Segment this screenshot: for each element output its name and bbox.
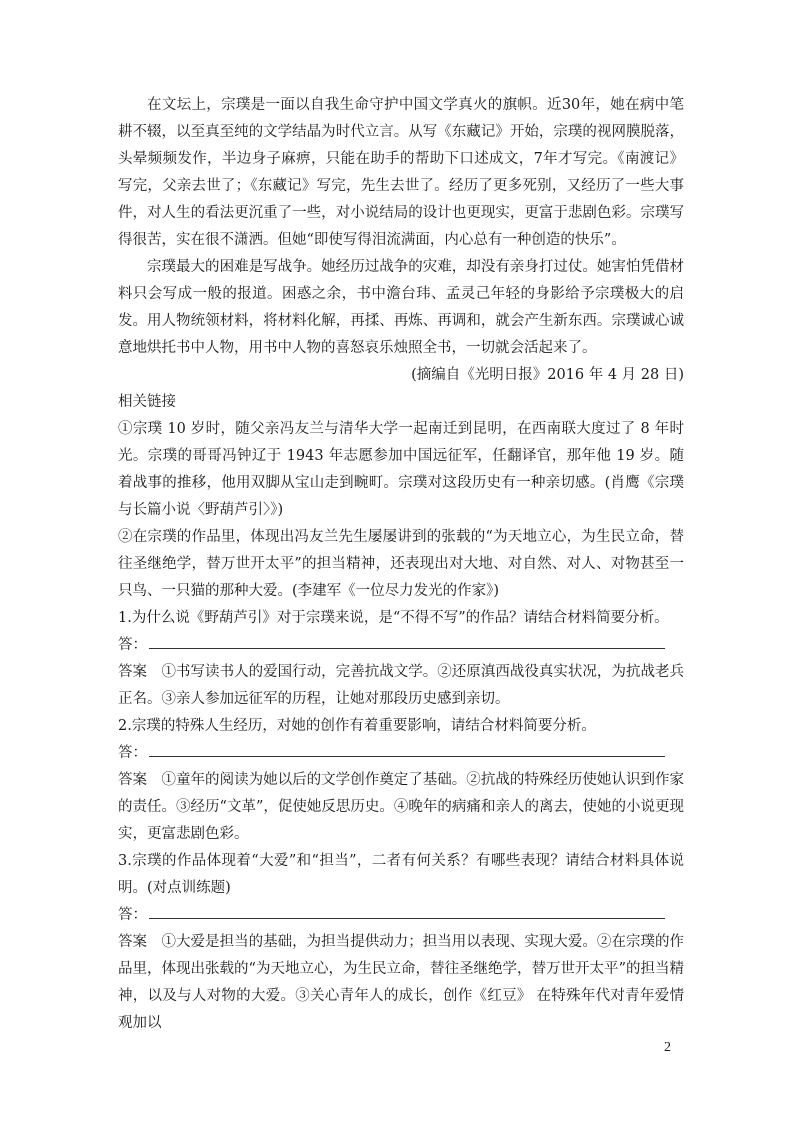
answer-label: 答案 [118, 772, 147, 788]
answer-text: ①大爱是担当的基础，为担当提供动力；担当用以表现、实现大爱。②在宗璞的作品里，体现出张载的“为天地立心，为生民立命，替往圣继绝学，替万世开太平”的担当精神，以及与人对物的大爱。③关心青年人的成长，创作《红豆》 在特殊年代对青年爱情观加以 [118, 934, 684, 1031]
answer-line-3 [118, 902, 684, 929]
answer-prompt: 答： [118, 907, 147, 923]
link-item-1: ①宗璞 10 岁时，随父亲冯友兰与清华大学一起南迁到昆明，在西南联大度过了 8 年时光。宗璞的哥哥冯钟辽于 1943 年志愿参加中国远征军，任翻译官，那年他 19 岁。随着战事的推移，他用双脚从宝山走到畹町。宗璞对这段历史有一种亲切感。(肖鹰《宗璞与长篇小说〈野葫芦引〉》) [118, 421, 684, 518]
answer-3 [118, 929, 684, 1037]
answer-prompt: 答： [118, 745, 147, 761]
page-number: 2 [664, 1040, 671, 1055]
answer-blank-line [149, 742, 665, 757]
article-paragraph-2: 宗璞最大的困难是写战争。她经历过战争的灾难，却没有亲身打过仗。她害怕凭借材料只会写成一般的报道。困惑之余，书中澹台玮、孟灵己年轻的身影给予宗璞极大的启发。用人物统领材料，将材料化解，再揉、再炼、再调和，就会产生新东西。宗璞诚心诚意地烘托书中人物，用书中人物的喜怒哀乐烛照全书，一切就会活起来了。 [118, 259, 684, 356]
question-1: 1.为什么说《野葫芦引》对于宗璞来说，是“不得不写”的作品？请结合材料简要分析。 [118, 610, 669, 626]
links-heading: 相关链接 [118, 394, 176, 410]
answer-prompt: 答： [118, 637, 147, 653]
answer-text: ①童年的阅读为她以后的文学创作奠定了基础。②抗战的特殊经历使她认识到作家的责任。③经历“文革”，促使她反思历史。④晚年的病痛和亲人的离去，使她的小说更现实，更富悲剧色彩。 [118, 772, 684, 842]
document-page [118, 92, 684, 1037]
answer-line-1 [118, 632, 684, 659]
question-2: 2.宗璞的特殊人生经历，对她的创作有着重要影响，请结合材料简要分析。 [118, 718, 596, 734]
answer-label: 答案 [118, 664, 147, 680]
answer-label: 答案 [118, 934, 147, 950]
article-paragraph-1: 在文坛上，宗璞是一面以自我生命守护中国文学真火的旗帜。近30年，她在病中笔耕不辍，以至真至纯的文学结晶为时代立言。从写《东藏记》开始，宗璞的视网膜脱落，头晕频频发作，半边身子麻痹，只能在助手的帮助下口述成文，7年才写完。《南渡记》写完，父亲去世了；《东藏记》写完，先生去世了。经历了更多死别，又经历了一些大事件，对人生的看法更沉重了一些，对小说结局的设计也更现实，更富于悲剧色彩。宗璞写得很苦，实在很不潇洒。但她“即使写得泪流满面，内心总有一种创造的快乐”。 [118, 97, 684, 248]
answer-line-2 [118, 740, 684, 767]
link-item-2: ②在宗璞的作品里，体现出冯友兰先生屡屡讲到的张载的“为天地立心，为生民立命，替往圣继绝学，替万世开太平”的担当精神，还表现出对大地、对自然、对人、对物甚至一只鸟、一只猫的那种大爱。(李建军《一位尽力发光的作家》) [118, 529, 684, 599]
answer-blank-line [149, 634, 665, 649]
answer-2 [118, 767, 684, 848]
answer-blank-line [149, 904, 665, 919]
question-3: 3.宗璞的作品体现着“大爱”和“担当”，二者有何关系？有哪些表现？请结合材料具体说明。(对点训练题) [118, 853, 684, 896]
answer-text: ①书写读书人的爱国行动，完善抗战文学。②还原滇西战役真实状况，为抗战老兵正名。③亲人参加远征军的历程，让她对那段历史感到亲切。 [118, 664, 684, 707]
answer-1 [118, 659, 684, 713]
article-source: (摘编自《光明日报》2016 年 4 月 28 日) [411, 367, 684, 383]
